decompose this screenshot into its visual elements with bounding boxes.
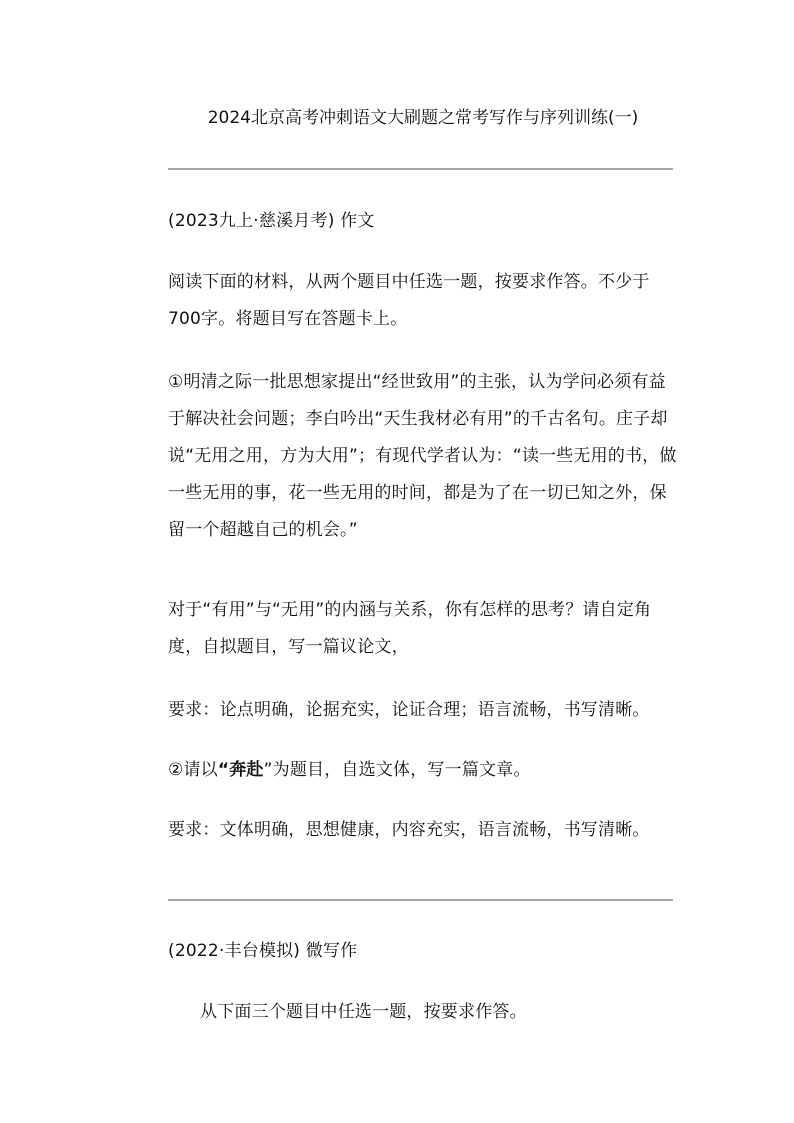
requirement-paragraph-2: 要求：文体明确，思想健康，内容充实，语言流畅，书写清晰。 [168, 820, 650, 840]
divider-2 [168, 899, 673, 901]
option-two-suffix: ”为题目，自选文体，写一篇文章。 [263, 760, 531, 780]
option-two-prefix: ②请以 [168, 760, 218, 780]
question-paragraph: 对于“有用”与“无用”的内涵与关系，你有怎样的思考？请自定角度，自拟题目，写一篇议论文， [168, 600, 652, 657]
instruction-paragraph: 阅读下面的材料，从两个题目中任选一题，按要求作答。不少于700字。将题目写在答题卡上。 [168, 272, 650, 329]
option-two-paragraph [168, 752, 678, 789]
section-heading: (2023九上·慈溪月考) 作文 [168, 211, 375, 231]
instruction-paragraph-2: 从下面三个题目中任选一题，按要求作答。 [200, 1002, 527, 1022]
requirement-paragraph: 要求：论点明确，论据充实，论证合理；语言流畅，书写清晰。 [168, 700, 650, 720]
material-paragraph: ①明清之际一批思想家提出“经世致用”的主张，认为学问必须有益于解决社会问题；李白吟出“天生我材必有用”的千古名句。庄子却说“无用之用，方为大用”；有现代学者认为：“读一些无用的书，做一些无用的事，花一些无用的时间，都是为了在一切已知之外，保留一个超越自己的机会。” [168, 372, 677, 540]
divider [168, 168, 673, 170]
option-two-open-quote: “ [217, 760, 230, 780]
page-title: 2024北京高考冲刺语文大刷题之常考写作与序列训练(一) [207, 108, 639, 128]
section-heading-2: (2022·丰台模拟) 微写作 [168, 941, 358, 961]
option-two-title: 奔赴 [229, 760, 264, 780]
